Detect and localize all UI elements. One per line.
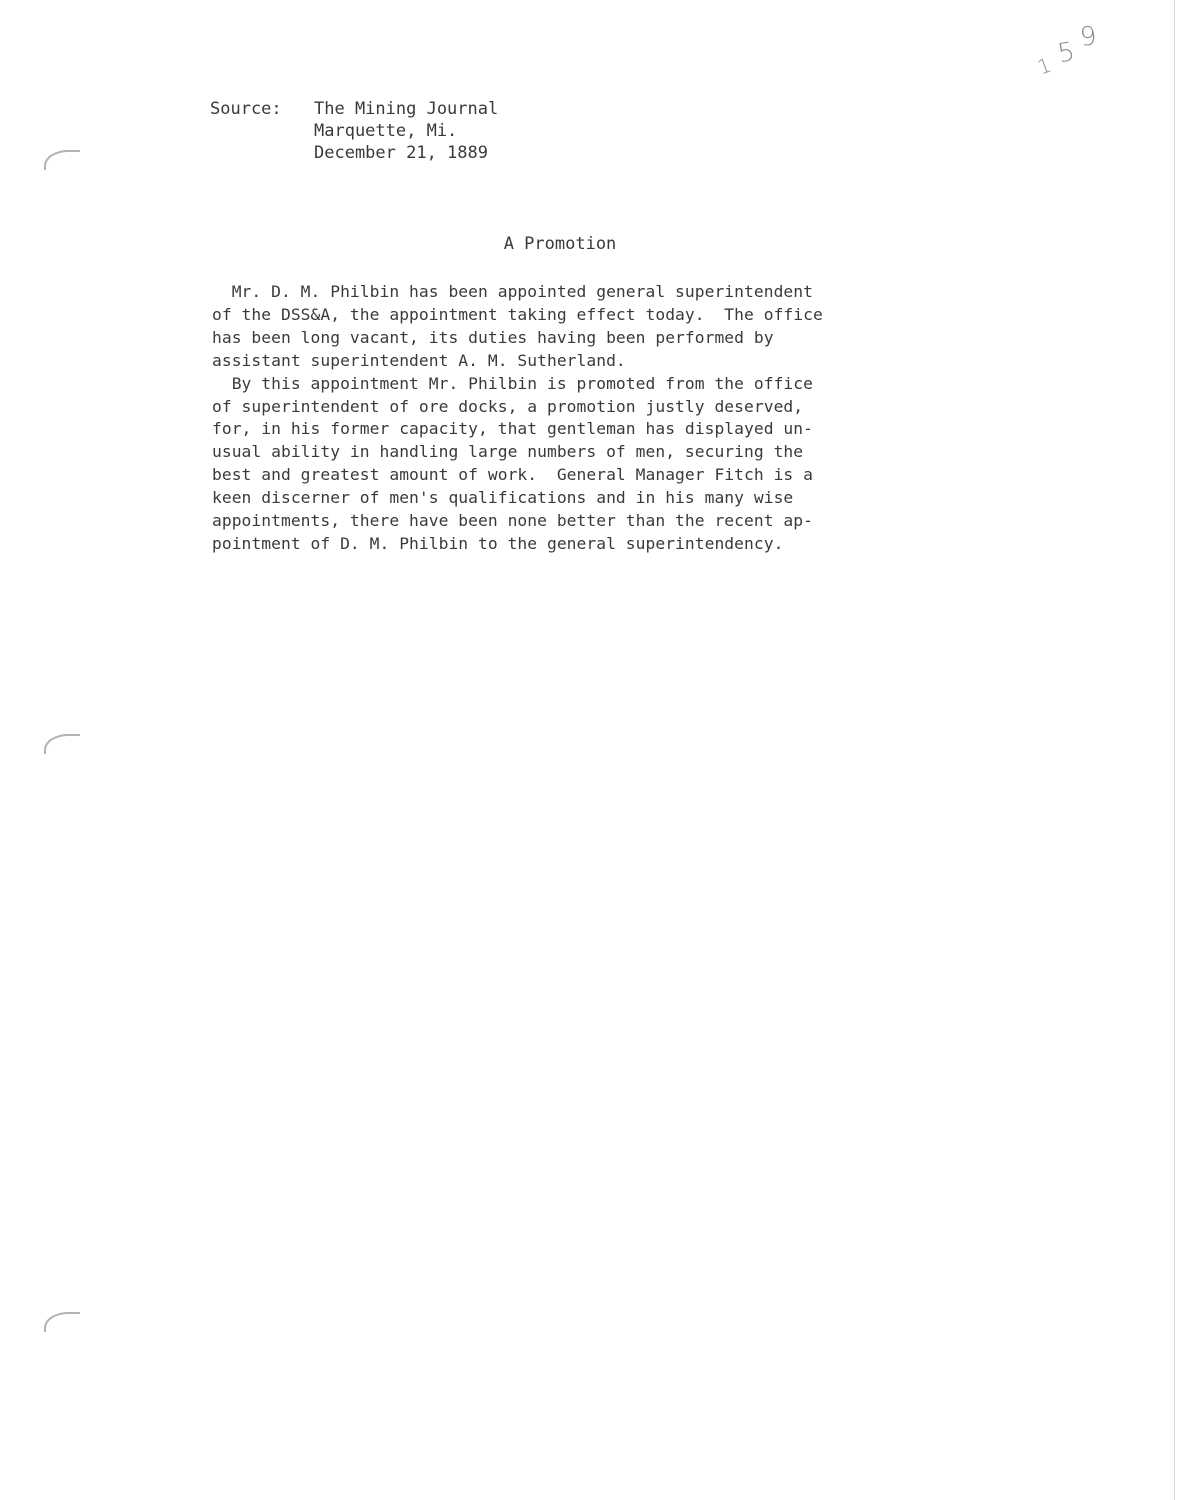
article-title: A Promotion bbox=[503, 234, 617, 254]
source-details bbox=[314, 98, 498, 164]
source-location: Marquette, Mi. bbox=[314, 121, 458, 141]
page-edge bbox=[1174, 0, 1175, 1500]
page-number-digit: 1 bbox=[1034, 52, 1055, 80]
body-line: pointment of D. M. Philbin to the general superintendency. bbox=[212, 533, 784, 553]
punch-hole-mark bbox=[44, 734, 80, 754]
body-line: appointments, there have been none better than the recent ap- bbox=[212, 511, 813, 531]
body-line: usual ability in handling large numbers of men, securing the bbox=[212, 442, 804, 462]
source-citation bbox=[210, 98, 498, 164]
body-line: assistant superintendent A. M. Sutherland. bbox=[212, 350, 626, 370]
body-line: Mr. D. M. Philbin has been appointed general superintendent bbox=[212, 282, 813, 301]
body-line: of superintendent of ore docks, a promotion justly deserved, bbox=[212, 396, 804, 416]
body-line: keen discerner of men's qualifications and in his many wise bbox=[212, 488, 794, 508]
punch-hole-mark bbox=[44, 150, 80, 170]
page-number-digit: 9 bbox=[1078, 21, 1099, 53]
article-body bbox=[212, 281, 823, 556]
body-line: By this appointment Mr. Philbin is promoted from the office bbox=[212, 373, 813, 393]
handwritten-page-number bbox=[1030, 14, 1100, 84]
body-line: for, in his former capacity, that gentleman has displayed un- bbox=[212, 419, 813, 439]
punch-hole-mark bbox=[44, 1312, 80, 1332]
source-publication: The Mining Journal bbox=[314, 99, 499, 119]
body-line: best and greatest amount of work. General Manager Fitch is a bbox=[212, 465, 813, 485]
body-line: has been long vacant, its duties having been performed by bbox=[212, 327, 774, 347]
page-number-digit: 5 bbox=[1055, 36, 1078, 70]
body-line: of the DSS&A, the appointment taking effect today. The office bbox=[212, 304, 823, 324]
source-date: December 21, 1889 bbox=[314, 143, 488, 163]
source-label: Source: bbox=[210, 99, 282, 119]
